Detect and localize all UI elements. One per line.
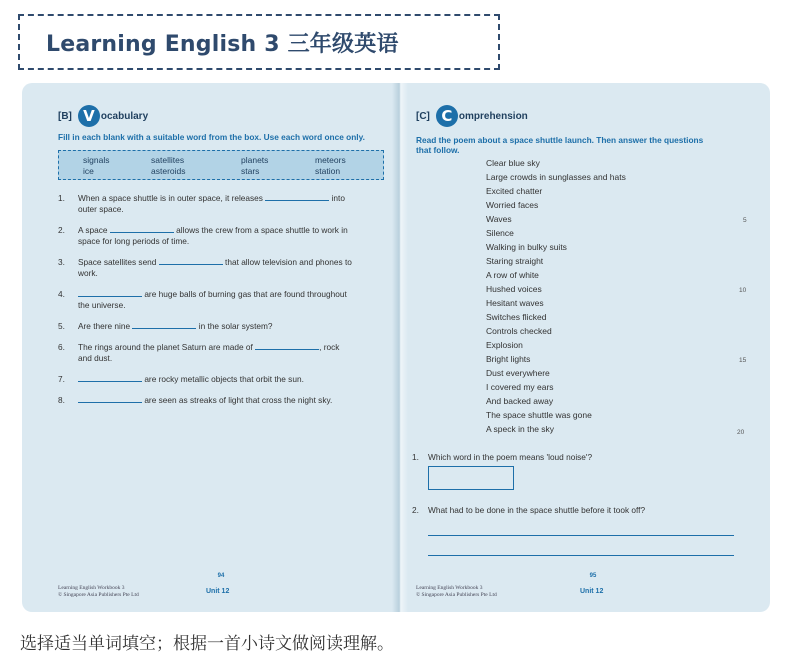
answer-blank[interactable]: [255, 342, 319, 350]
line-number: 10: [739, 287, 747, 294]
poem-line: Explosion: [486, 340, 523, 350]
poem-line: The space shuttle was gone: [486, 410, 592, 420]
left-footer: Learning English Workbook 3 © Singapore Asia Publishers Pte Ltd: [58, 585, 139, 598]
comprehension-question-1: 1. Which word in the poem means 'loud noise'?: [412, 452, 593, 462]
poem-line: Waves: [486, 214, 512, 224]
answer-blank[interactable]: [265, 193, 329, 201]
caption: 选择适当单词填空；根据一首小诗文做阅读理解。: [20, 634, 394, 654]
poem-line: Hushed voices: [486, 284, 542, 294]
c-badge-icon: C: [436, 105, 458, 127]
answer-blank[interactable]: [132, 321, 196, 329]
poem-line: Controls checked: [486, 326, 552, 336]
section-letter: [B]: [58, 110, 72, 122]
section-letter: [C]: [416, 110, 430, 122]
question-2: 2. A space allows the crew from a space shuttle to work in space for long periods of time.: [58, 225, 348, 246]
poem-line: Excited chatter: [486, 186, 543, 196]
poem-line: Silence: [486, 228, 514, 238]
poem-line: Hesitant waves: [486, 298, 544, 308]
answer-line[interactable]: [428, 535, 734, 536]
poem-line: Dust everywhere: [486, 368, 550, 378]
poem-line: Clear blue sky: [486, 158, 540, 168]
question-5: 5. Are there nine in the solar system?: [58, 321, 273, 331]
word-item: meteors: [315, 155, 346, 165]
poem-line: A speck in the sky: [486, 424, 555, 434]
header-banner: [18, 14, 500, 70]
page-number: 95: [589, 573, 597, 579]
comprehension-instruction: Read the poem about a space shuttle launch. Then answer the questions that follow.: [416, 135, 704, 155]
page-number: 94: [217, 573, 225, 579]
section-title: omprehension: [458, 110, 528, 122]
line-number: 5: [743, 217, 747, 224]
question-6: 6. The rings around the planet Saturn are made of , rock and dust.: [58, 342, 340, 363]
poem-line: Worried faces: [486, 200, 539, 210]
answer-blank[interactable]: [78, 374, 142, 382]
right-page: [402, 83, 770, 612]
unit-label: Unit 12: [580, 588, 604, 595]
answer-blank[interactable]: [78, 289, 142, 297]
answer-line[interactable]: [428, 555, 734, 556]
workbook-spread: [22, 83, 770, 612]
answer-blank[interactable]: [159, 257, 223, 265]
v-badge-icon: V: [78, 105, 100, 127]
word-box: [58, 150, 384, 180]
answer-blank[interactable]: [78, 395, 142, 403]
poem-line: A row of white: [486, 270, 539, 280]
question-8: 8. are seen as streaks of light that cross the night sky.: [58, 395, 333, 405]
poem-line: Walking in bulky suits: [486, 242, 567, 252]
word-item: station: [315, 166, 341, 176]
header-title: Learning English 3 三年级英语: [46, 31, 399, 57]
question-3: 3. Space satellites send that allow television and phones to work.: [58, 257, 352, 278]
answer-blank[interactable]: [110, 225, 174, 233]
comprehension-heading: [416, 105, 528, 127]
word-item: satellites: [151, 155, 185, 165]
poem-line: And backed away: [486, 396, 554, 406]
line-number: 15: [739, 357, 747, 364]
section-title: ocabulary: [100, 110, 149, 122]
poem-line: I covered my ears: [486, 382, 554, 392]
right-footer: Learning English Workbook 3 © Singapore Asia Publishers Pte Ltd: [416, 585, 497, 598]
line-number: 20: [737, 429, 745, 436]
vocabulary-heading: [58, 105, 148, 127]
poem-line: Switches flicked: [486, 312, 547, 322]
question-7: 7. are rocky metallic objects that orbit the sun.: [58, 374, 304, 384]
word-item: signals: [83, 155, 110, 165]
poem-line: Large crowds in sunglasses and hats: [486, 172, 626, 182]
poem-line: Bright lights: [486, 354, 531, 364]
word-item: asteroids: [151, 166, 186, 176]
unit-label: Unit 12: [206, 588, 230, 595]
question-1: 1. When a space shuttle is in outer space, it releases into outer space.: [58, 193, 345, 214]
word-item: stars: [241, 166, 260, 176]
left-page: [22, 83, 398, 612]
comprehension-question-2: 2. What had to be done in the space shuttle before it took off?: [412, 505, 646, 515]
question-4: 4. are huge balls of burning gas that are found throughout the universe.: [58, 289, 347, 310]
poem-line: Staring straight: [486, 256, 544, 266]
word-item: planets: [241, 155, 269, 165]
answer-box[interactable]: [428, 466, 514, 490]
word-item: ice: [83, 166, 94, 176]
vocabulary-instruction: Fill in each blank with a suitable word from the box. Use each word once only.: [58, 132, 365, 142]
